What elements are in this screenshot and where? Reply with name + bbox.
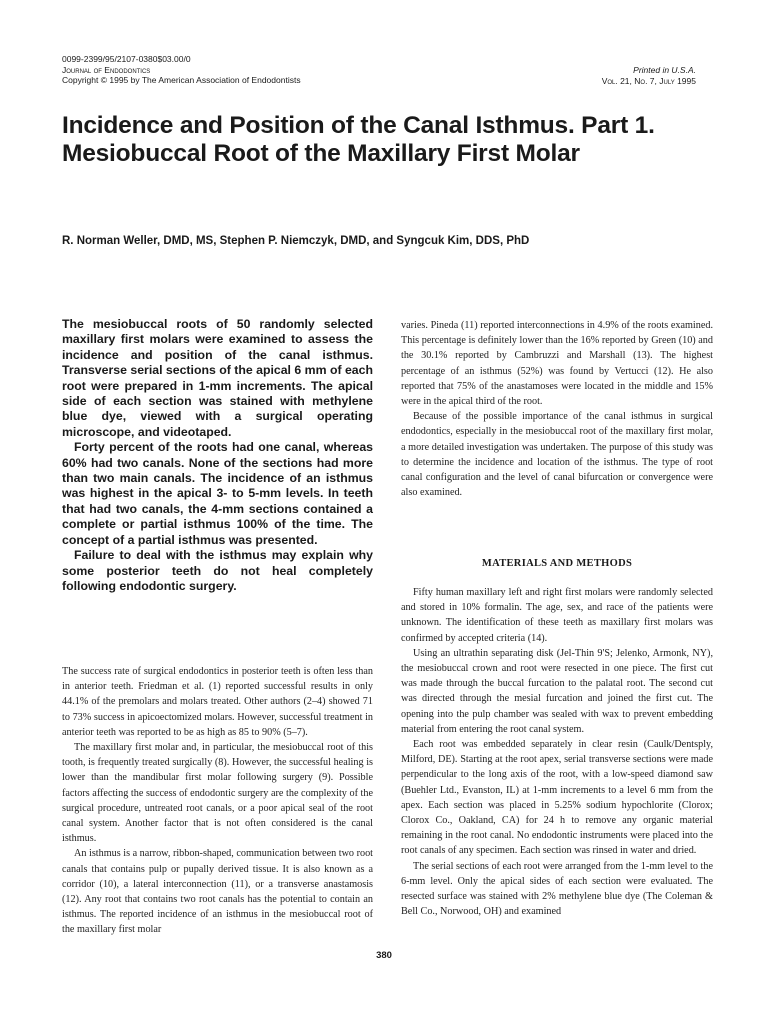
body-paragraph: An isthmus is a narrow, ribbon-shaped, communication between two root canals that contains pulp or pupally derived tissue. It is also known as a corridor (10), a lateral interconnection (11), or a transverse anastamosis (12). Any root that contains two root canals has the potential to contain an isthmus. The reported incidence of an isthmus in the mesiobuccal root of the maxillary first molar xyxy=(62,848,373,936)
body-paragraph: varies. Pineda (11) reported interconnections in 4.9% of the roots examined. This percentage is definitely lower than the 16% reported by Green (10) and the 30.1% reported by Cambruzzi and Marshall (13). The highest percentage of an isthmus (52%) was found by Vertucci (12). He also reported that 75% of the anastamoses were located in the middle and 15% were in the apical third of the root. xyxy=(401,320,713,408)
methods-column xyxy=(401,585,713,919)
body-paragraph: The maxillary first molar and, in particular, the mesiobuccal root of this tooth, is frequently treated surgically (8). However, the successful healing is lower than the mandibular first molar following surgery (9). Possible factors affecting the success of endodontic surgery are the complexity of the surgical procedure, untreated root canals, or a poor apical seal of the root canal system. Another factor that is not often considered is the canal isthmus. xyxy=(62,742,373,845)
section-heading-methods: MATERIALS AND METHODS xyxy=(481,558,633,569)
body-paragraph: Fifty human maxillary left and right first molars were randomly selected and stored in 10% formalin. The age, sex, and race of the patients were unknown. The identification of these teeth as maxillary first molars was confirmed by accepted criteria (14). xyxy=(401,587,713,644)
journal-header-left xyxy=(62,54,301,86)
article-code: 0099-2399/95/2107-0380$03.00/0 xyxy=(62,54,191,64)
copyright-line: Copyright © 1995 by The American Association of Endodontists xyxy=(62,75,301,85)
abstract-paragraph: Forty percent of the roots had one canal, whereas 60% had two canals. None of the sections had more than two main canals. The incidence of an isthmus was highest in the apical 3- to 5-mm levels. In teeth that had two canals, the 4-mm sections contained a complete or partial isthmus 100% of the time. The concept of a partial isthmus was presented. xyxy=(62,440,373,547)
body-paragraph: The success rate of surgical endodontics in posterior teeth is often less than in anterior teeth. Friedman et al. (1) reported successful results in only 44.1% of the premolars and molars treated. Other authors (2–4) showed 71 to 73% success in apicoectomized molars. However, successful treatment in anterior teeth was reported to be as high as 85 to 90% (5–7). xyxy=(62,666,373,738)
author-list: R. Norman Weller, DMD, MS, Stephen P. Niemczyk, DMD, and Syngcuk Kim, DDS, PhD xyxy=(62,235,530,247)
body-paragraph: Each root was embedded separately in clear resin (Caulk/Dentsply, Milford, DE). Starting at the root apex, serial transverse sections were made perpendicular to the long axis of the root, with a low-speed diamond saw (Buehler Ltd., Evanston, IL) at 1-mm increments to a level 6 mm from the apex. Each section was placed in 5.25% sodium hypochlorite (Clorox; Clorox Co., Oakland, CA) for 24 h to remove any organic material remaining in the root canal. No endodontic instruments were placed into the root canals of any specimen. Each section was rinsed in water and dried. xyxy=(401,739,713,857)
introduction-column-left xyxy=(62,664,373,938)
printed-in: Printed in U.S.A. xyxy=(633,65,696,75)
abstract-paragraph: The mesiobuccal roots of 50 randomly selected maxillary first molars were examined to assess the incidence and position of the canal isthmus. Transverse serial sections of the apical 6 mm of each root were prepared in 1-mm increments. The apical side of each section was stained with methylene blue dye, viewed with a surgical operating microscope, and videotaped. xyxy=(62,317,373,439)
journal-name: Journal of Endodontics xyxy=(62,64,151,75)
abstract-paragraph: Failure to deal with the isthmus may explain why some posterior teeth do not heal completely following endodontic surgery. xyxy=(62,548,373,593)
introduction-column-right xyxy=(401,318,713,500)
body-paragraph: Because of the possible importance of the canal isthmus in surgical endodontics, especially in the mesiobuccal root of the maxillary first molar, a more detailed investigation was undertaken. The purpose of this study was to determine the incidence and location of the isthmus. The type of root canal configuration and the level of canal bifurcation or convergence were also examined. xyxy=(401,411,713,499)
volume-issue: Vol. 21, No. 7, July 1995 xyxy=(601,75,696,86)
body-paragraph: Using an ultrathin separating disk (Jel-Thin 9'S; Jelenko, Armonk, NY), the mesiobuccal crown and root were resected in one piece. The first cut was made through the buccal furcation to the palatal root. The second cut was directed through the mesial furcation and joined the first cut. The opening into the pulp chamber was sealed with wax to prevent embedding material from entering the root canal system. xyxy=(401,647,713,735)
journal-header-right xyxy=(602,65,696,86)
article-title: Incidence and Position of the Canal Isthmus. Part 1. Mesiobuccal Root of the Maxillary First Molar xyxy=(62,112,655,167)
body-paragraph: The serial sections of each root were arranged from the 1-mm level to the 6-mm level. Only the apical sides of each section were evaluated. The resected surface was stained with 2% methylene blue dye (The Coleman & Bell Co., Norwood, OH) and examined xyxy=(401,860,713,918)
abstract xyxy=(62,317,373,594)
page-number: 380 xyxy=(376,950,392,961)
